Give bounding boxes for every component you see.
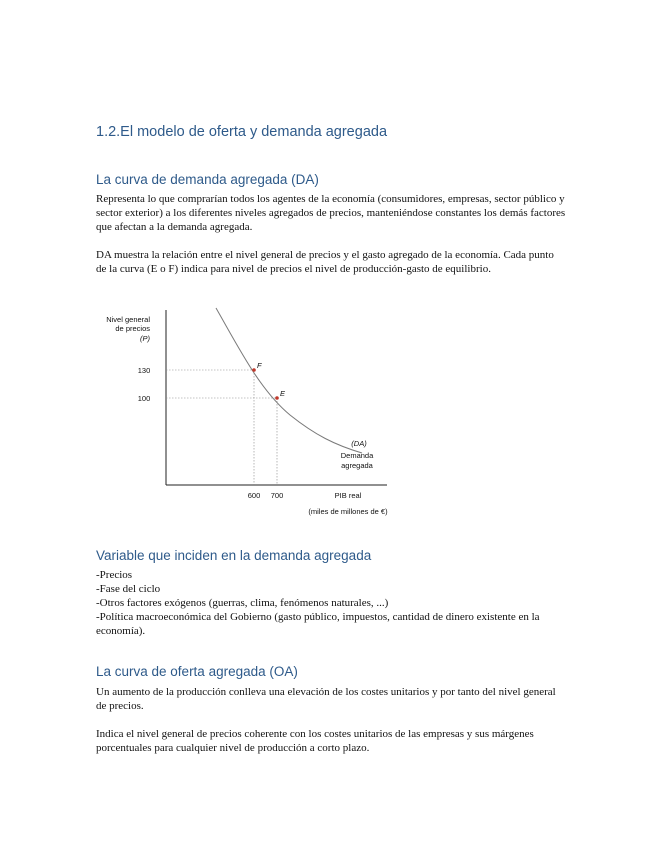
curve-name-line2: agregada: [341, 461, 373, 470]
y-axis-label-line2: de precios: [115, 324, 150, 333]
list-item: -Precios: [96, 569, 133, 581]
main-heading: 1.2.El modelo de oferta y demanda agregada: [96, 124, 388, 140]
section-variables-title: Variable que inciden en la demanda agregada: [96, 548, 372, 563]
list-item: -Otros factores exógenos (guerras, clima, fenómenos naturales, ...): [96, 597, 389, 609]
y-tick-100: 100: [137, 394, 151, 403]
x-tick-700: 700: [270, 491, 284, 500]
point-e-label: E: [280, 389, 286, 398]
list-item: -Política macroeconómica del Gobierno (gasto público, impuestos, cantidad de dinero existente en la economía).: [96, 611, 540, 637]
section-oa-title: La curva de oferta agregada (OA): [96, 664, 298, 679]
y-axis-label-line3: (P): [140, 334, 150, 343]
list-item: -Fase del ciclo: [96, 583, 161, 595]
section-da-paragraph-1: Representa lo que comprarían todos los agentes de la economía (consumidores, empresas, sector público y sector exterior) a los diferentes niveles agregados de precios, manteniéndose constantes los demás factores que afectan a la demanda agregada.: [96, 193, 566, 233]
section-oa-paragraph-1: Un aumento de la producción conlleva una elevación de los costes unitarios y por tanto del nivel general de precios.: [96, 686, 556, 712]
x-axis-label: PIB real: [334, 491, 362, 500]
curve-label: (DA): [351, 439, 367, 448]
x-tick-600: 600: [247, 491, 261, 500]
y-tick-130: 130: [137, 366, 151, 375]
section-oa-paragraph-2: Indica el nivel general de precios coherente con los costes unitarios de las empresas y sus márgenes porcentuales para cualquier nivel de producción a corto plazo.: [96, 728, 534, 754]
curve-name-line1: Demanda: [340, 451, 374, 460]
section-da-title: La curva de demanda agregada (DA): [96, 172, 319, 187]
point-f: [252, 368, 256, 372]
section-da-paragraph-2: DA muestra la relación entre el nivel general de precios y el gasto agregado de la economía. Cada punto de la curva (E o F) indica para nivel de precios el nivel de producción-gasto de equilibrio.: [96, 249, 554, 275]
point-e: [275, 396, 279, 400]
x-axis-units: (miles de millones de €): [308, 507, 388, 516]
y-axis-label-line1: Nivel general: [106, 315, 150, 324]
demand-curve: [216, 308, 362, 453]
variables-list: [96, 568, 566, 638]
point-f-label: F: [257, 361, 262, 370]
aggregate-demand-chart: [100, 300, 400, 520]
